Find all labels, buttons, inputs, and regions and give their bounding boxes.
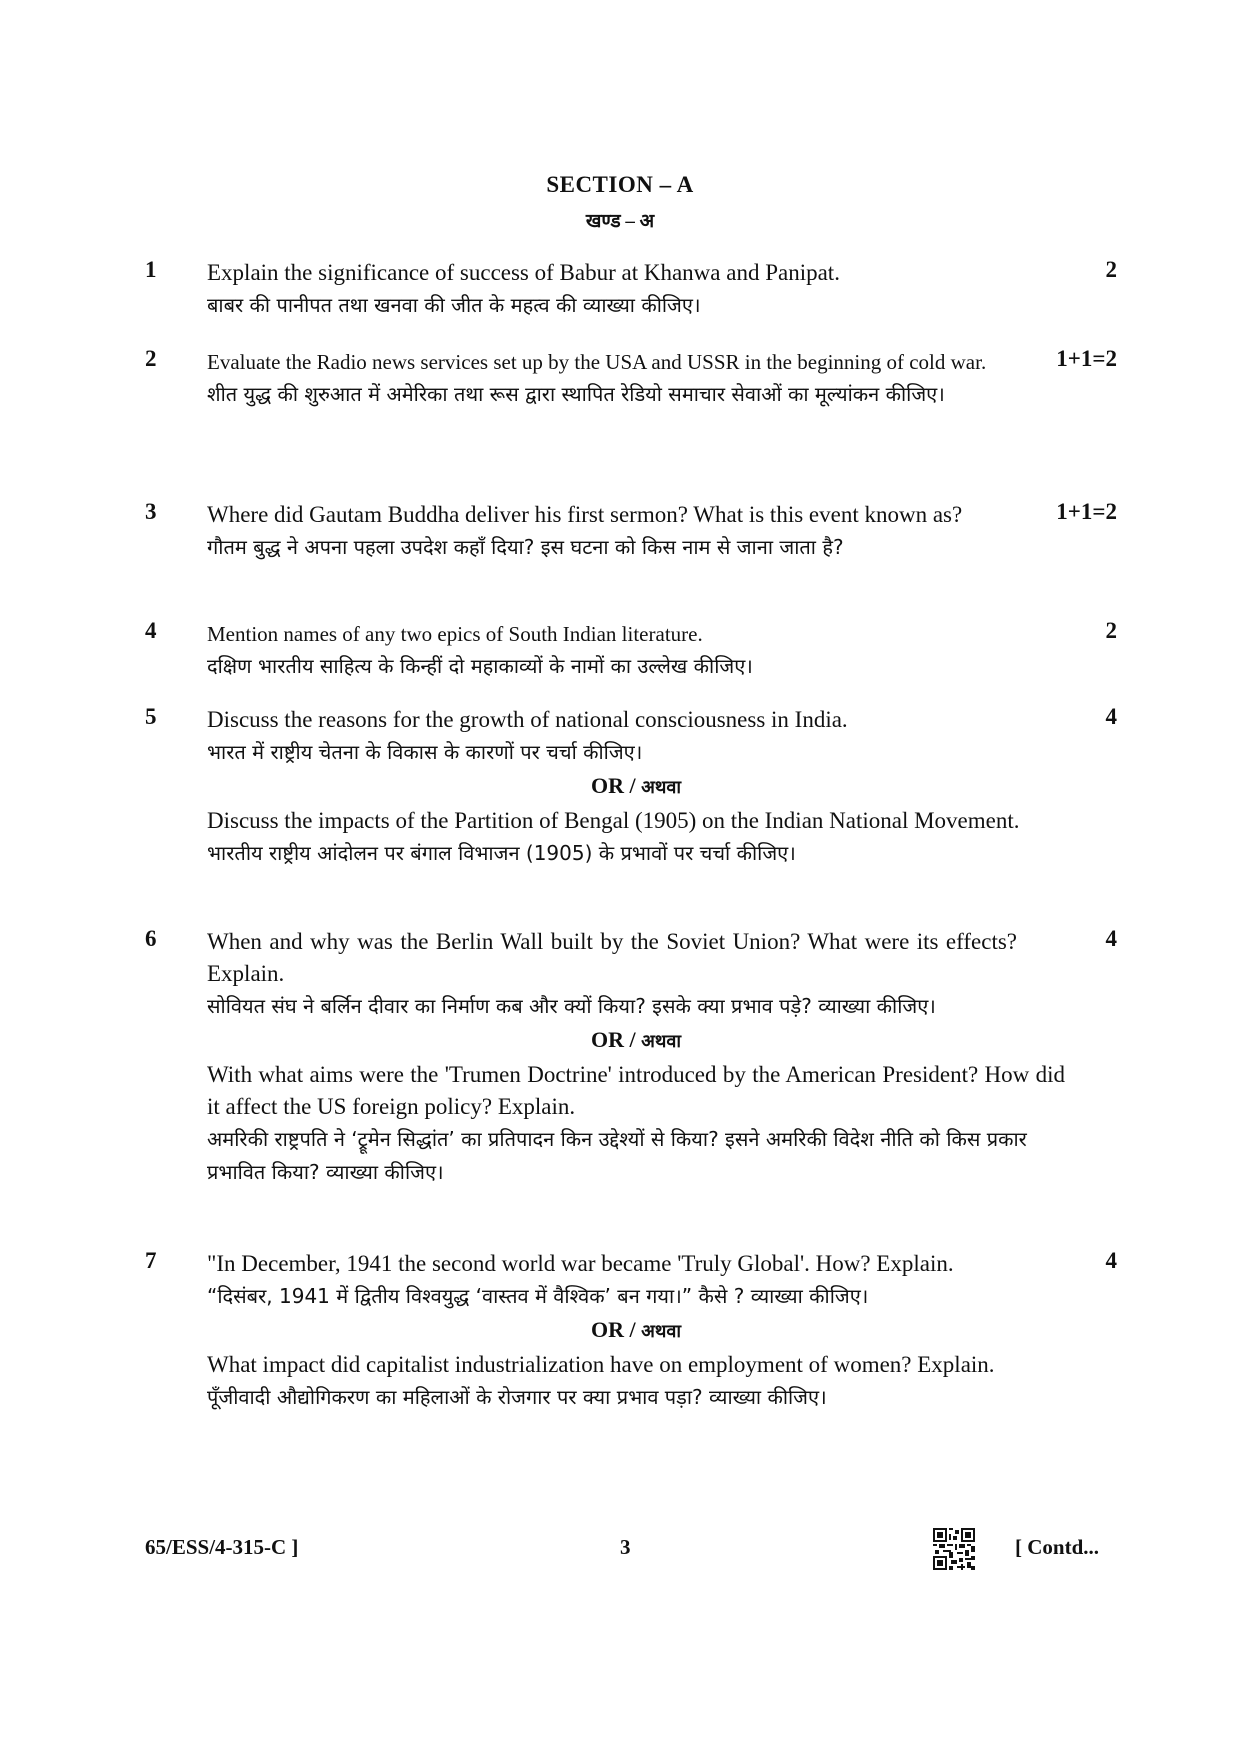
question-4 — [145, 618, 1125, 683]
question-text-hindi: “दिसंबर, 1941 में द्वितीय विश्वयुद्ध ‘वास्तव में वैश्विक’ बन गया।” कैसे ? व्याख्या कीजिए। — [207, 1284, 869, 1308]
alternative-question-hindi: अमरिकी राष्ट्रपति ने ‘ट्रूमेन सिद्धांत’ का प्रतिपादन किन उद्देश्यों से किया? इसने अमरिकी विदेश नीति को किस प्रकार प्रभावित किया? व्याख्या कीजिए। — [207, 1127, 1027, 1184]
question-marks: 4 — [1105, 1248, 1117, 1273]
or-divider — [207, 1023, 1065, 1059]
question-marks: 1+1=2 — [1056, 499, 1117, 524]
question-number: 7 — [145, 1248, 157, 1273]
question-5 — [145, 704, 1125, 870]
question-text-hindi: भारत में राष्ट्रीय चेतना के विकास के कारणों पर चर्चा कीजिए। — [207, 740, 643, 764]
alternative-question-english: What impact did capitalist industrialization have on employment of women? Explain. — [207, 1352, 995, 1377]
qr-code-icon — [933, 1528, 975, 1570]
question-2 — [145, 346, 1125, 411]
question-7 — [145, 1248, 1125, 1414]
or-separator: / — [629, 773, 636, 798]
question-text-hindi: सोवियत संघ ने बर्लिन दीवार का निर्माण कब और क्यों किया? इसके क्या प्रभाव पड़े? व्याख्या कीजिए। — [207, 994, 936, 1018]
question-number: 5 — [145, 704, 157, 729]
question-text-english: Discuss the reasons for the growth of national consciousness in India. — [207, 707, 848, 732]
question-number: 4 — [145, 618, 157, 643]
or-divider — [207, 769, 1065, 805]
question-number: 6 — [145, 926, 157, 951]
question-text-english: Explain the significance of success of Babur at Khanwa and Panipat. — [207, 260, 840, 285]
question-text-hindi: बाबर की पानीपत तथा खनवा की जीत के महत्व की व्याख्या कीजिए। — [207, 293, 701, 317]
or-separator: / — [629, 1317, 636, 1342]
question-marks: 2 — [1105, 257, 1117, 282]
question-number: 2 — [145, 346, 157, 371]
question-text-english: Evaluate the Radio news services set up by the USA and USSR in the beginning of cold war. — [207, 350, 987, 374]
question-text-english: Where did Gautam Buddha deliver his first sermon? What is this event known as? — [207, 502, 963, 527]
or-separator: / — [629, 1027, 636, 1052]
question-text-english: When and why was the Berlin Wall built by the Soviet Union? What were its effects? Explain. — [207, 929, 1017, 986]
or-label-hindi: अथवा — [641, 1321, 682, 1342]
question-number: 3 — [145, 499, 157, 524]
alternative-question-hindi: भारतीय राष्ट्रीय आंदोलन पर बंगाल विभाजन (1905) के प्रभावों पर चर्चा कीजिए। — [207, 841, 796, 865]
or-divider — [207, 1313, 1065, 1349]
or-label-english: OR — [590, 1027, 624, 1052]
question-marks: 4 — [1105, 926, 1117, 951]
or-label-english: OR — [590, 773, 624, 798]
or-label-english: OR — [590, 1317, 624, 1342]
question-marks: 2 — [1105, 618, 1117, 643]
alternative-question-english: Discuss the impacts of the Partition of Bengal (1905) on the Indian National Movement. — [207, 808, 1020, 833]
question-1 — [145, 257, 1125, 322]
question-number: 1 — [145, 257, 157, 282]
question-text-hindi: गौतम बुद्ध ने अपना पहला उपदेश कहाँ दिया? इस घटना को किस नाम से जाना जाता है? — [207, 535, 844, 559]
question-6 — [145, 926, 1125, 1189]
or-label-hindi: अथवा — [641, 1031, 682, 1052]
question-text-english: "In December, 1941 the second world war became 'Truly Global'. How? Explain. — [207, 1251, 954, 1276]
section-subtitle-hindi: खण्ड – अ — [585, 211, 655, 232]
section-title: SECTION – A — [546, 172, 694, 197]
question-text-hindi: शीत युद्ध की शुरुआत में अमेरिका तथा रूस द्वारा स्थापित रेडियो समाचार सेवाओं का मूल्यांकन कीजिए। — [207, 382, 945, 406]
question-3 — [145, 499, 1125, 564]
question-text-hindi: दक्षिण भारतीय साहित्य के किन्हीं दो महाकाव्यों के नामों का उल्लेख कीजिए। — [207, 654, 753, 678]
question-marks: 4 — [1105, 704, 1117, 729]
continued-label: [ Contd... — [1015, 1535, 1100, 1559]
alternative-question-english: With what aims were the 'Trumen Doctrine' introduced by the American President? How did it affect the US foreign policy? Explain. — [207, 1062, 1065, 1119]
alternative-question-hindi: पूँजीवादी औद्योगिकरण का महिलाओं के रोजगार पर क्या प्रभाव पड़ा? व्याख्या कीजिए। — [207, 1385, 827, 1409]
question-text-english: Mention names of any two epics of South Indian literature. — [207, 622, 703, 646]
paper-code: 65/ESS/4-315-C ] — [145, 1535, 299, 1559]
question-marks: 1+1=2 — [1056, 346, 1117, 371]
or-label-hindi: अथवा — [641, 777, 682, 798]
page-number: 3 — [620, 1535, 631, 1559]
